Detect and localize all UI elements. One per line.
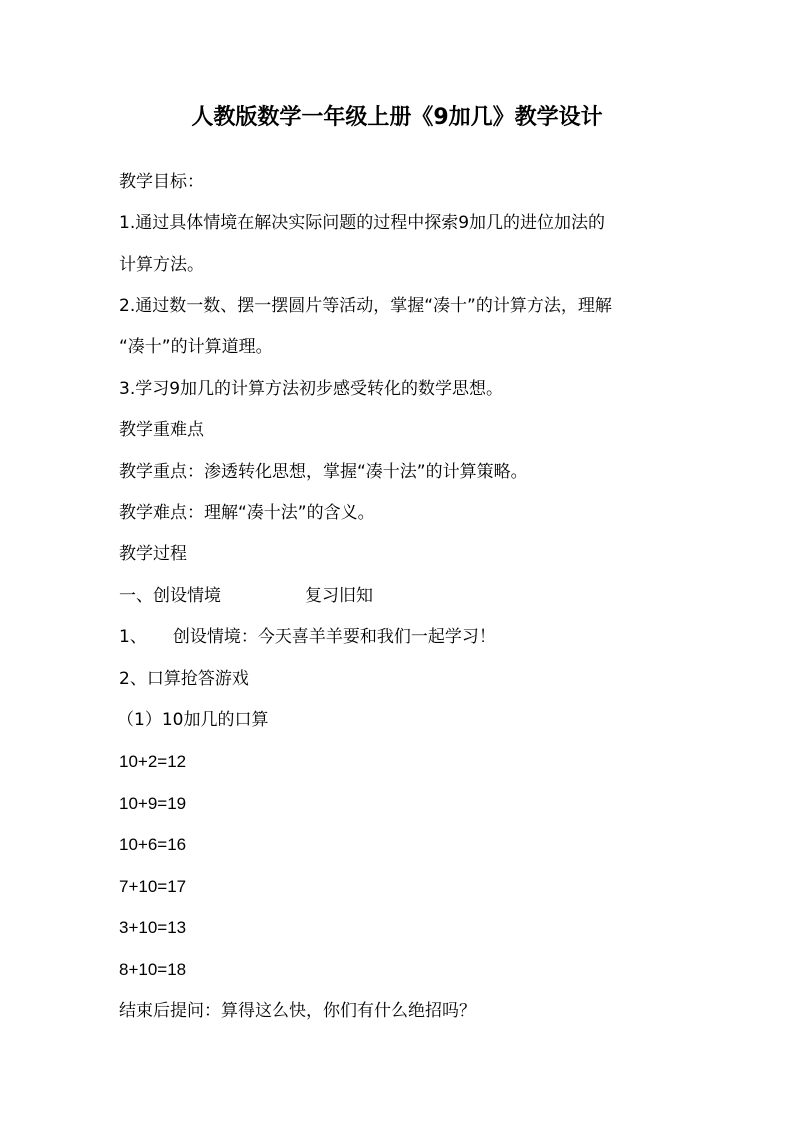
section-1-right: 复习旧知 [305, 586, 373, 606]
step-1-text: 创设情境：今天喜羊羊要和我们一起学习！ [172, 627, 496, 647]
section-1-left: 一、创设情境 [119, 586, 221, 606]
objective-1-line-2: 计算方法。 [119, 255, 204, 275]
equation-6: 8+10=18 [119, 960, 187, 979]
document-title: 人教版数学一年级上册《9加几》教学设计 [191, 105, 603, 130]
objective-2-line-1: 2.通过数一数、摆一摆圆片等活动，掌握“凑十”的计算方法，理解 [119, 296, 612, 316]
sub-step-1: （1）10加几的口算 [117, 710, 269, 730]
equation-1: 10+2=12 [119, 752, 187, 771]
difficult-point: 教学难点：理解“凑十法”的含义。 [119, 503, 375, 523]
equation-4: 7+10=17 [119, 877, 187, 896]
objectives-heading: 教学目标： [119, 172, 204, 192]
objective-1-line-1: 1.通过具体情境在解决实际问题的过程中探索9加几的进位加法的 [119, 213, 606, 233]
closing-question: 结束后提问：算得这么快，你们有什么绝招吗？ [119, 1001, 476, 1021]
equation-5: 3+10=13 [119, 918, 187, 937]
section-1-heading [119, 584, 373, 608]
objective-2-line-2: “凑十”的计算道理。 [119, 337, 273, 357]
equation-2: 10+9=19 [119, 794, 187, 813]
step-1-number: 1、 [119, 627, 147, 647]
key-point: 教学重点：渗透转化思想，掌握“凑十法”的计算策略。 [119, 462, 528, 482]
equation-3: 10+6=16 [119, 835, 187, 854]
key-points-heading: 教学重难点 [119, 420, 204, 440]
step-1 [119, 625, 496, 649]
step-2: 2、口算抢答游戏 [119, 669, 249, 689]
process-heading: 教学过程 [119, 544, 187, 564]
objective-3: 3.学习9加几的计算方法初步感受转化的数学思想。 [119, 379, 504, 399]
